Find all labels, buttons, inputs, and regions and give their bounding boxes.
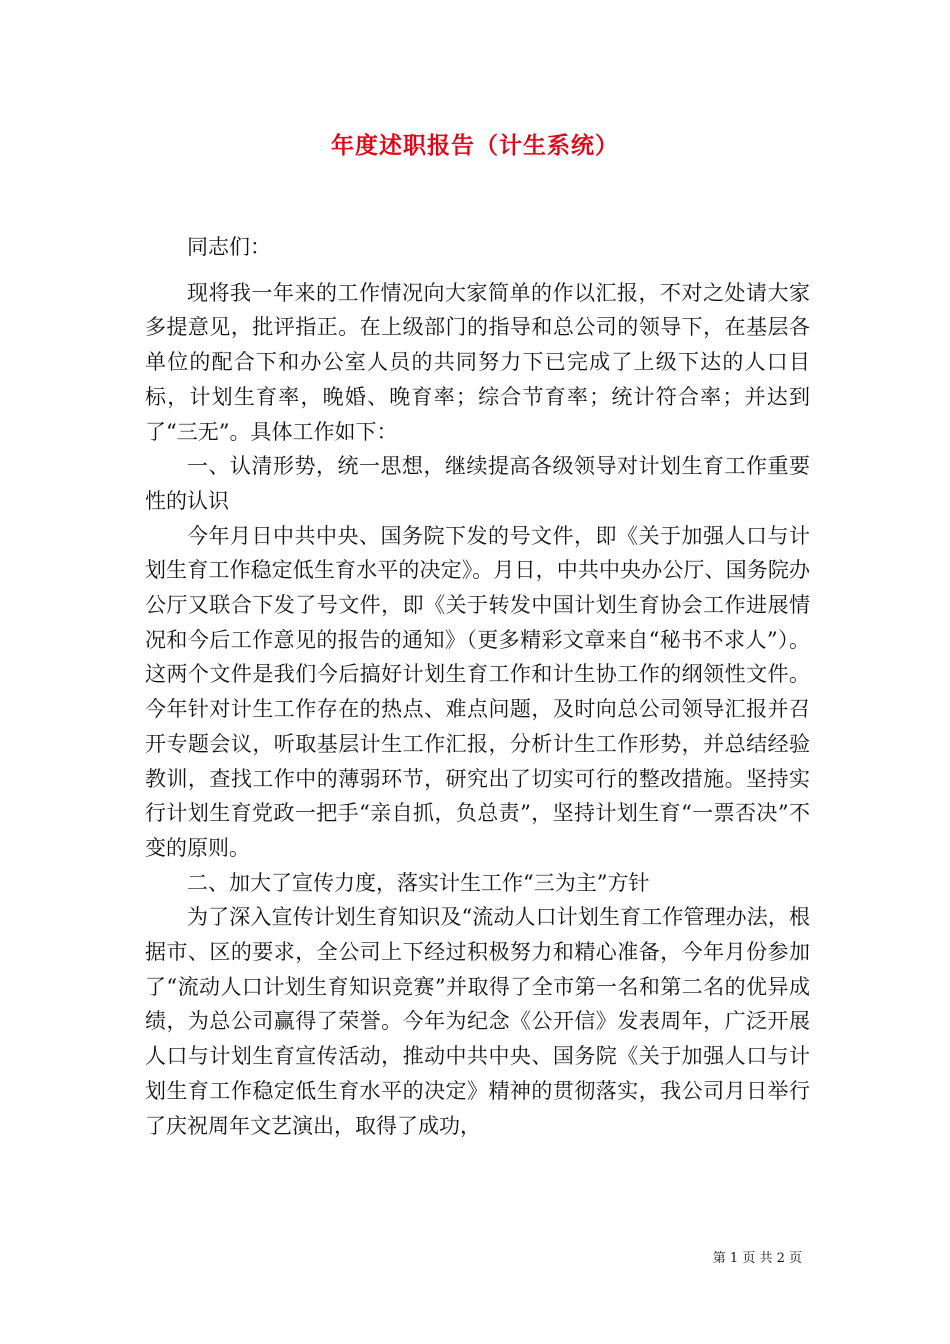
paragraph-section-2: 为了深入宣传计划生育知识及“流动人口计划生育工作管理办法，根据市、区的要求，全公司上下经过积极努力和精心准备，今年月份参加了“流动人口计划生育知识竞赛”并取得了全市第一名和第二名的优异成绩，为总公司赢得了荣誉。今年为纪念《公开信》发表周年，广泛开展人口与计划生育宣传活动，推动中共中央、国务院《关于加强人口与计划生育工作稳定低生育水平的决定》精神的贯彻落实，我公司月日举行了庆祝周年文艺演出，取得了成功， [145, 905, 810, 1138]
greeting: 同志们： [187, 235, 271, 259]
paragraph-intro: 现将我一年来的工作情况向大家简单的作以汇报，不对之处请大家多提意见，批评指正。在上级部门的指导和总公司的领导下，在基层各单位的配合下和办公室人员的共同努力下已完成了上级下达的人口目标，计划生育率，晚婚、晚育率；综合节育率；统计符合率；并达到了“三无”。具体工作如下： [145, 280, 810, 444]
document-title: 年度述职报告（计生系统） [331, 132, 619, 159]
section-heading-2: 二、加大了宣传力度，落实计生工作“三为主”方针 [187, 870, 650, 895]
page-number: 第 1 页 共 2 页 [712, 1251, 802, 1266]
paragraph-section-1: 今年月日中共中央、国务院下发的号文件，即《关于加强人口与计划生育工作稳定低生育水平的决定》。月日，中共中央办公厅、国务院办公厅又联合下发了号文件，即《关于转发中国计划生育协会工作进展情况和今后工作意见的报告的通知》（更多精彩文章来自“秘书不求人”）。这两个文件是我们今后搞好计划生育工作和计生协工作的纲领性文件。今年针对计生工作存在的热点、难点问题，及时向总公司领导汇报并召开专题会议，听取基层计生工作汇报，分析计生工作形势，并总结经验教训，查找工作中的薄弱环节，研究出了切实可行的整改措施。坚持实行计划生育党政一把手“亲自抓，负总责”，坚持计划生育“一票否决”不变的原则。 [145, 523, 810, 860]
section-heading-1: 一、认清形势，统一思想，继续提高各级领导对计划生育工作重要性的认识 [145, 454, 810, 513]
document-body [145, 230, 810, 1143]
